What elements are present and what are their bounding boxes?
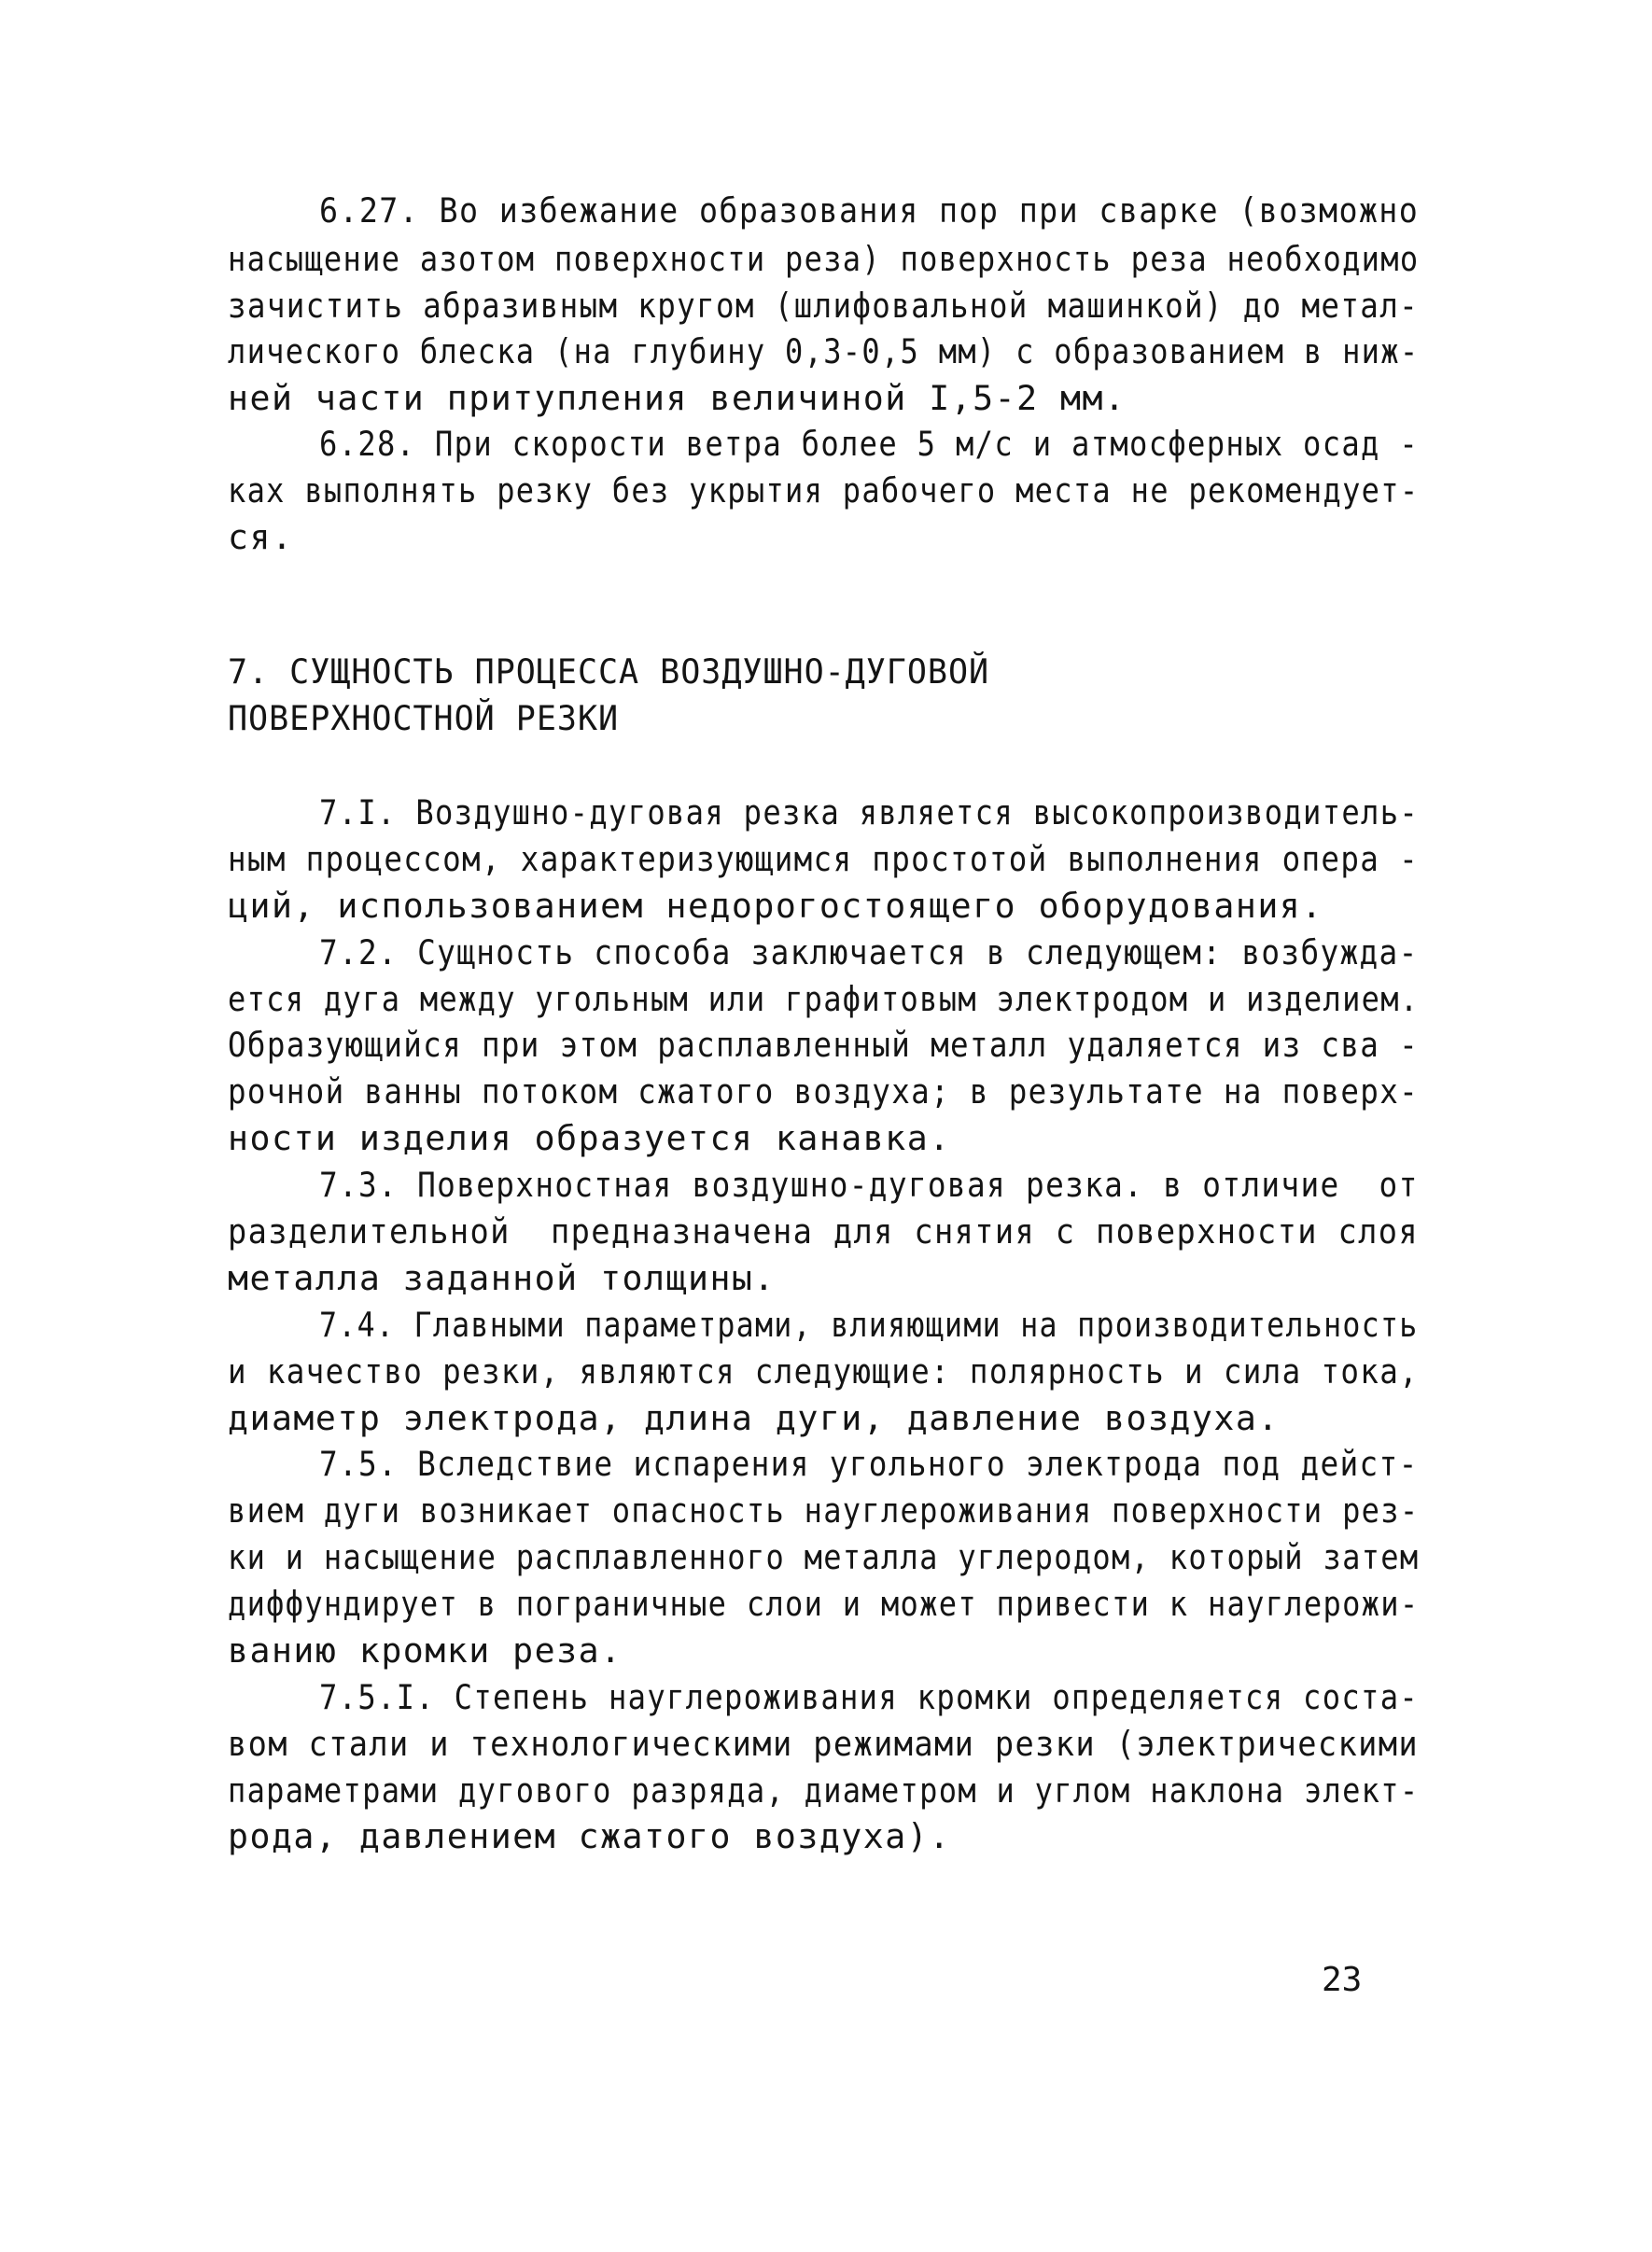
page-number: 23 (1322, 1961, 1363, 1999)
text-line: насыщение азотом поверхности реза) поверхность реза необходимо (228, 239, 1420, 279)
text-line: зачистить абразивным кругом (шлифовальной машинкой) до метал- (228, 286, 1420, 326)
text-line: 6.28. При скорости ветра более 5 м/с и атмосферных осад - (319, 424, 1420, 464)
text-line: диаметр электрода, длина дуги, давление воздуха. (228, 1398, 1280, 1438)
text-line: вом стали и технологическими режимами резки (электрическими (228, 1724, 1420, 1764)
text-line: ках выполнять резку без укрытия рабочего места не рекомендует- (228, 470, 1420, 511)
text-line: ций, использованием недорогостоящего оборудования. (228, 886, 1323, 926)
text-line: 7.3. Поверхностная воздушно-дуговая резка. в отличие от (319, 1165, 1419, 1205)
text-line: Образующийся при этом расплавленный металл удаляется из сва - (228, 1025, 1420, 1065)
text-line: лического блеска (на глубину 0,3-0,5 мм) с образованием в ниж- (228, 331, 1420, 371)
heading-line: 7. СУЩНОСТЬ ПРОЦЕССА ВОЗДУШНО-ДУГОВОЙ (228, 651, 990, 692)
text-line: диффундирует в пограничные слои и может привести к науглерожи- (228, 1584, 1420, 1624)
text-line: рода, давлением сжатого воздуха). (228, 1816, 951, 1856)
text-line: ется дуга между угольным или графитовым электродом и изделием. (228, 979, 1420, 1019)
text-line: металла заданной толщины. (228, 1258, 776, 1298)
text-line: ным процессом, характеризующимся простотой выполнения опера - (228, 839, 1420, 879)
text-line: 7.5.I. Степень науглероживания кромки определяется соста- (319, 1677, 1420, 1717)
text-line: параметрами дугового разряда, диаметром и углом наклона элект- (228, 1770, 1420, 1811)
text-line: и качество резки, являются следующие: полярность и сила тока, (228, 1351, 1420, 1392)
text-line: 7.I. Воздушно-дуговая резка является высокопроизводитель- (319, 792, 1420, 832)
text-line: 7.2. Сущность способа заключается в следующем: возбужда- (319, 932, 1419, 972)
text-line: 6.27. Во избежание образования пор при сварке (возможно (319, 190, 1420, 231)
text-line: ки и насыщение расплавленного металла углеродом, который затем (228, 1537, 1420, 1577)
text-line: рочной ванны потоком сжатого воздуха; в результате на поверх- (228, 1071, 1420, 1112)
text-line: вием дуги возникает опасность науглероживания поверхности рез- (228, 1490, 1420, 1531)
text-line: разделительной предназначена для снятия с поверхности слоя (228, 1211, 1420, 1252)
text-line: 7.5. Вследствие испарения угольного электрода под дейст- (319, 1444, 1419, 1484)
text-line: ней части притупления величиной I,5-2 мм. (228, 378, 1127, 418)
heading-line: ПОВЕРХНОСТНОЙ РЕЗКИ (228, 698, 620, 738)
text-line: 7.4. Главными параметрами, влияющими на производительность (319, 1305, 1419, 1345)
text-line: ванию кромки реза. (228, 1630, 623, 1671)
text-line: ся. (228, 517, 294, 557)
text-line: ности изделия образуется канавка. (228, 1118, 951, 1158)
